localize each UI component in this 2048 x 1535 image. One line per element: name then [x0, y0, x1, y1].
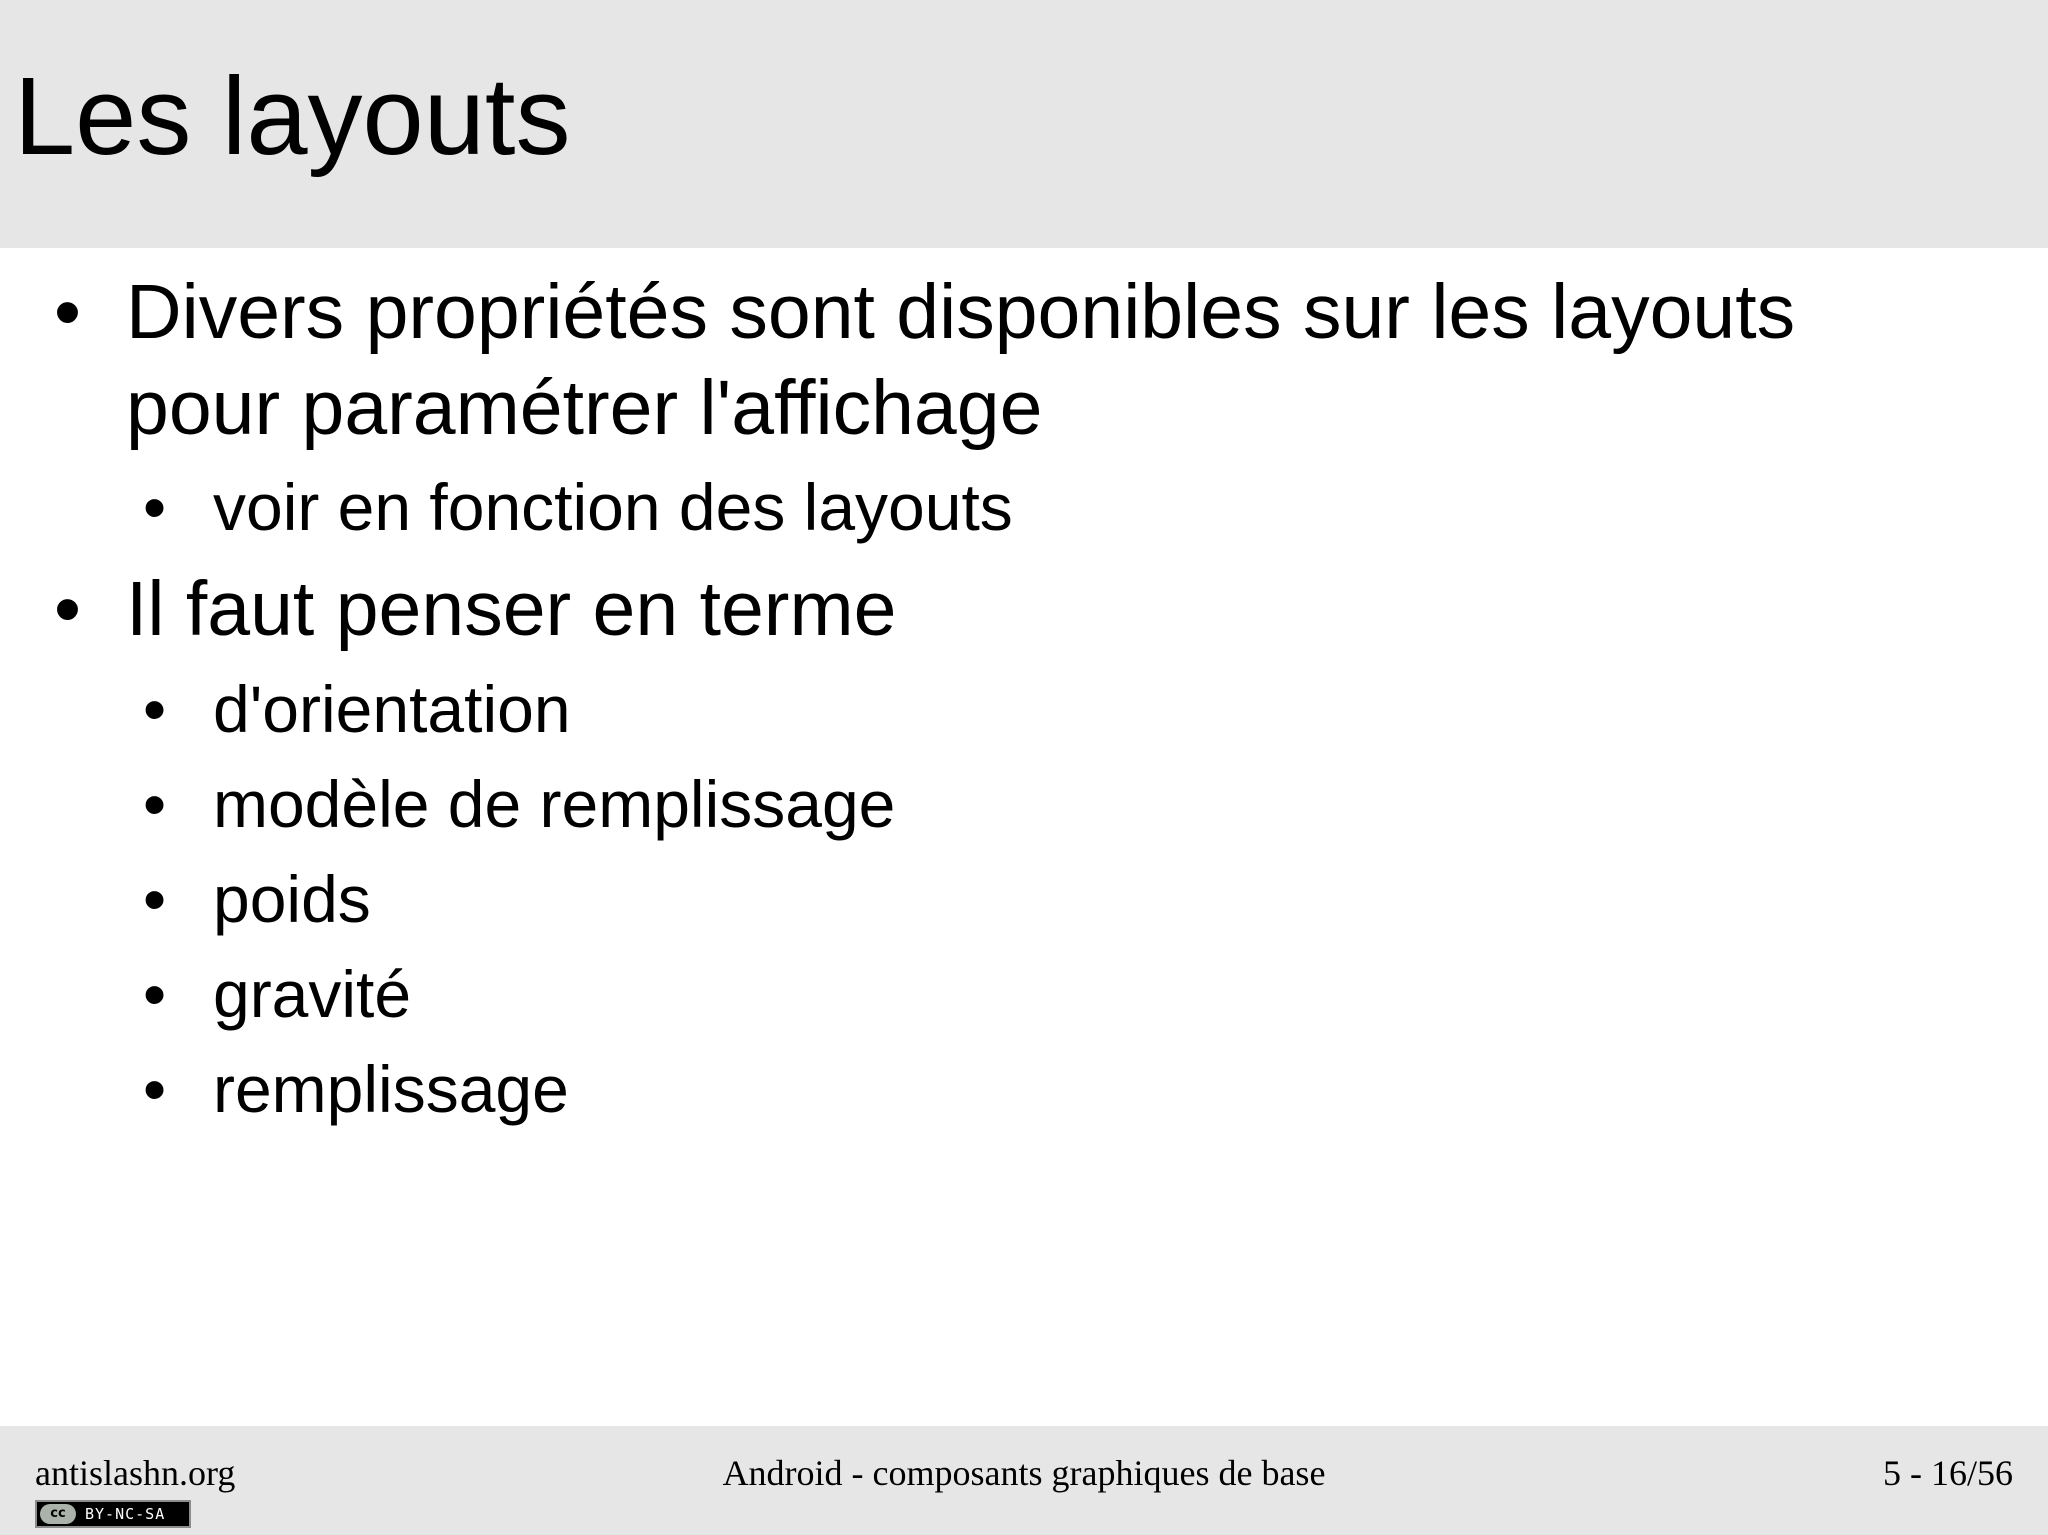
slide-footer: [0, 1426, 2048, 1535]
creative-commons-icon: cc: [40, 1504, 76, 1524]
bullet-dot: •: [54, 269, 81, 355]
sub-bullet-item: [143, 1042, 569, 1137]
footer-page-number: 5 - 16/56: [1883, 1453, 2013, 1493]
title-bar: [0, 0, 2048, 248]
bullet-dot: •: [143, 957, 167, 1031]
sub-bullet-text: voir en fonction des layouts: [213, 470, 1013, 544]
bullet-dot: •: [143, 767, 167, 841]
sub-bullet-text: poids: [213, 862, 371, 936]
footer-course-title: Android - composants graphiques de base: [722, 1453, 1326, 1493]
slide-title: Les layouts: [14, 55, 571, 178]
license-badge: [35, 1500, 191, 1528]
sub-bullet-item: [143, 852, 371, 947]
sub-bullet-text: modèle de remplissage: [213, 767, 896, 841]
bullet-text: Il faut penser en terme: [126, 566, 897, 652]
sub-bullet-item: [143, 662, 571, 757]
bullet-dot: •: [143, 672, 167, 746]
bullet-dot: •: [54, 566, 81, 652]
footer-site: antislashn.org: [35, 1453, 236, 1493]
bullet-text: pour paramétrer l'affichage: [126, 365, 1043, 451]
bullet-text: Divers propriétés sont disponibles sur les layouts: [126, 269, 1796, 355]
bullet-item: [54, 561, 897, 657]
bullet-dot: •: [143, 1052, 167, 1126]
sub-bullet-item: [143, 757, 896, 852]
sub-bullet-item: [143, 460, 1013, 555]
license-text: BY-NC-SA: [85, 1505, 166, 1523]
bullet-continuation: [126, 360, 1042, 456]
bullet-item: [54, 264, 1796, 360]
sub-bullet-text: remplissage: [213, 1052, 569, 1126]
sub-bullet-text: d'orientation: [213, 672, 571, 746]
sub-bullet-text: gravité: [213, 957, 412, 1031]
sub-bullet-item: [143, 947, 412, 1042]
bullet-dot: •: [143, 470, 167, 544]
bullet-dot: •: [143, 862, 167, 936]
